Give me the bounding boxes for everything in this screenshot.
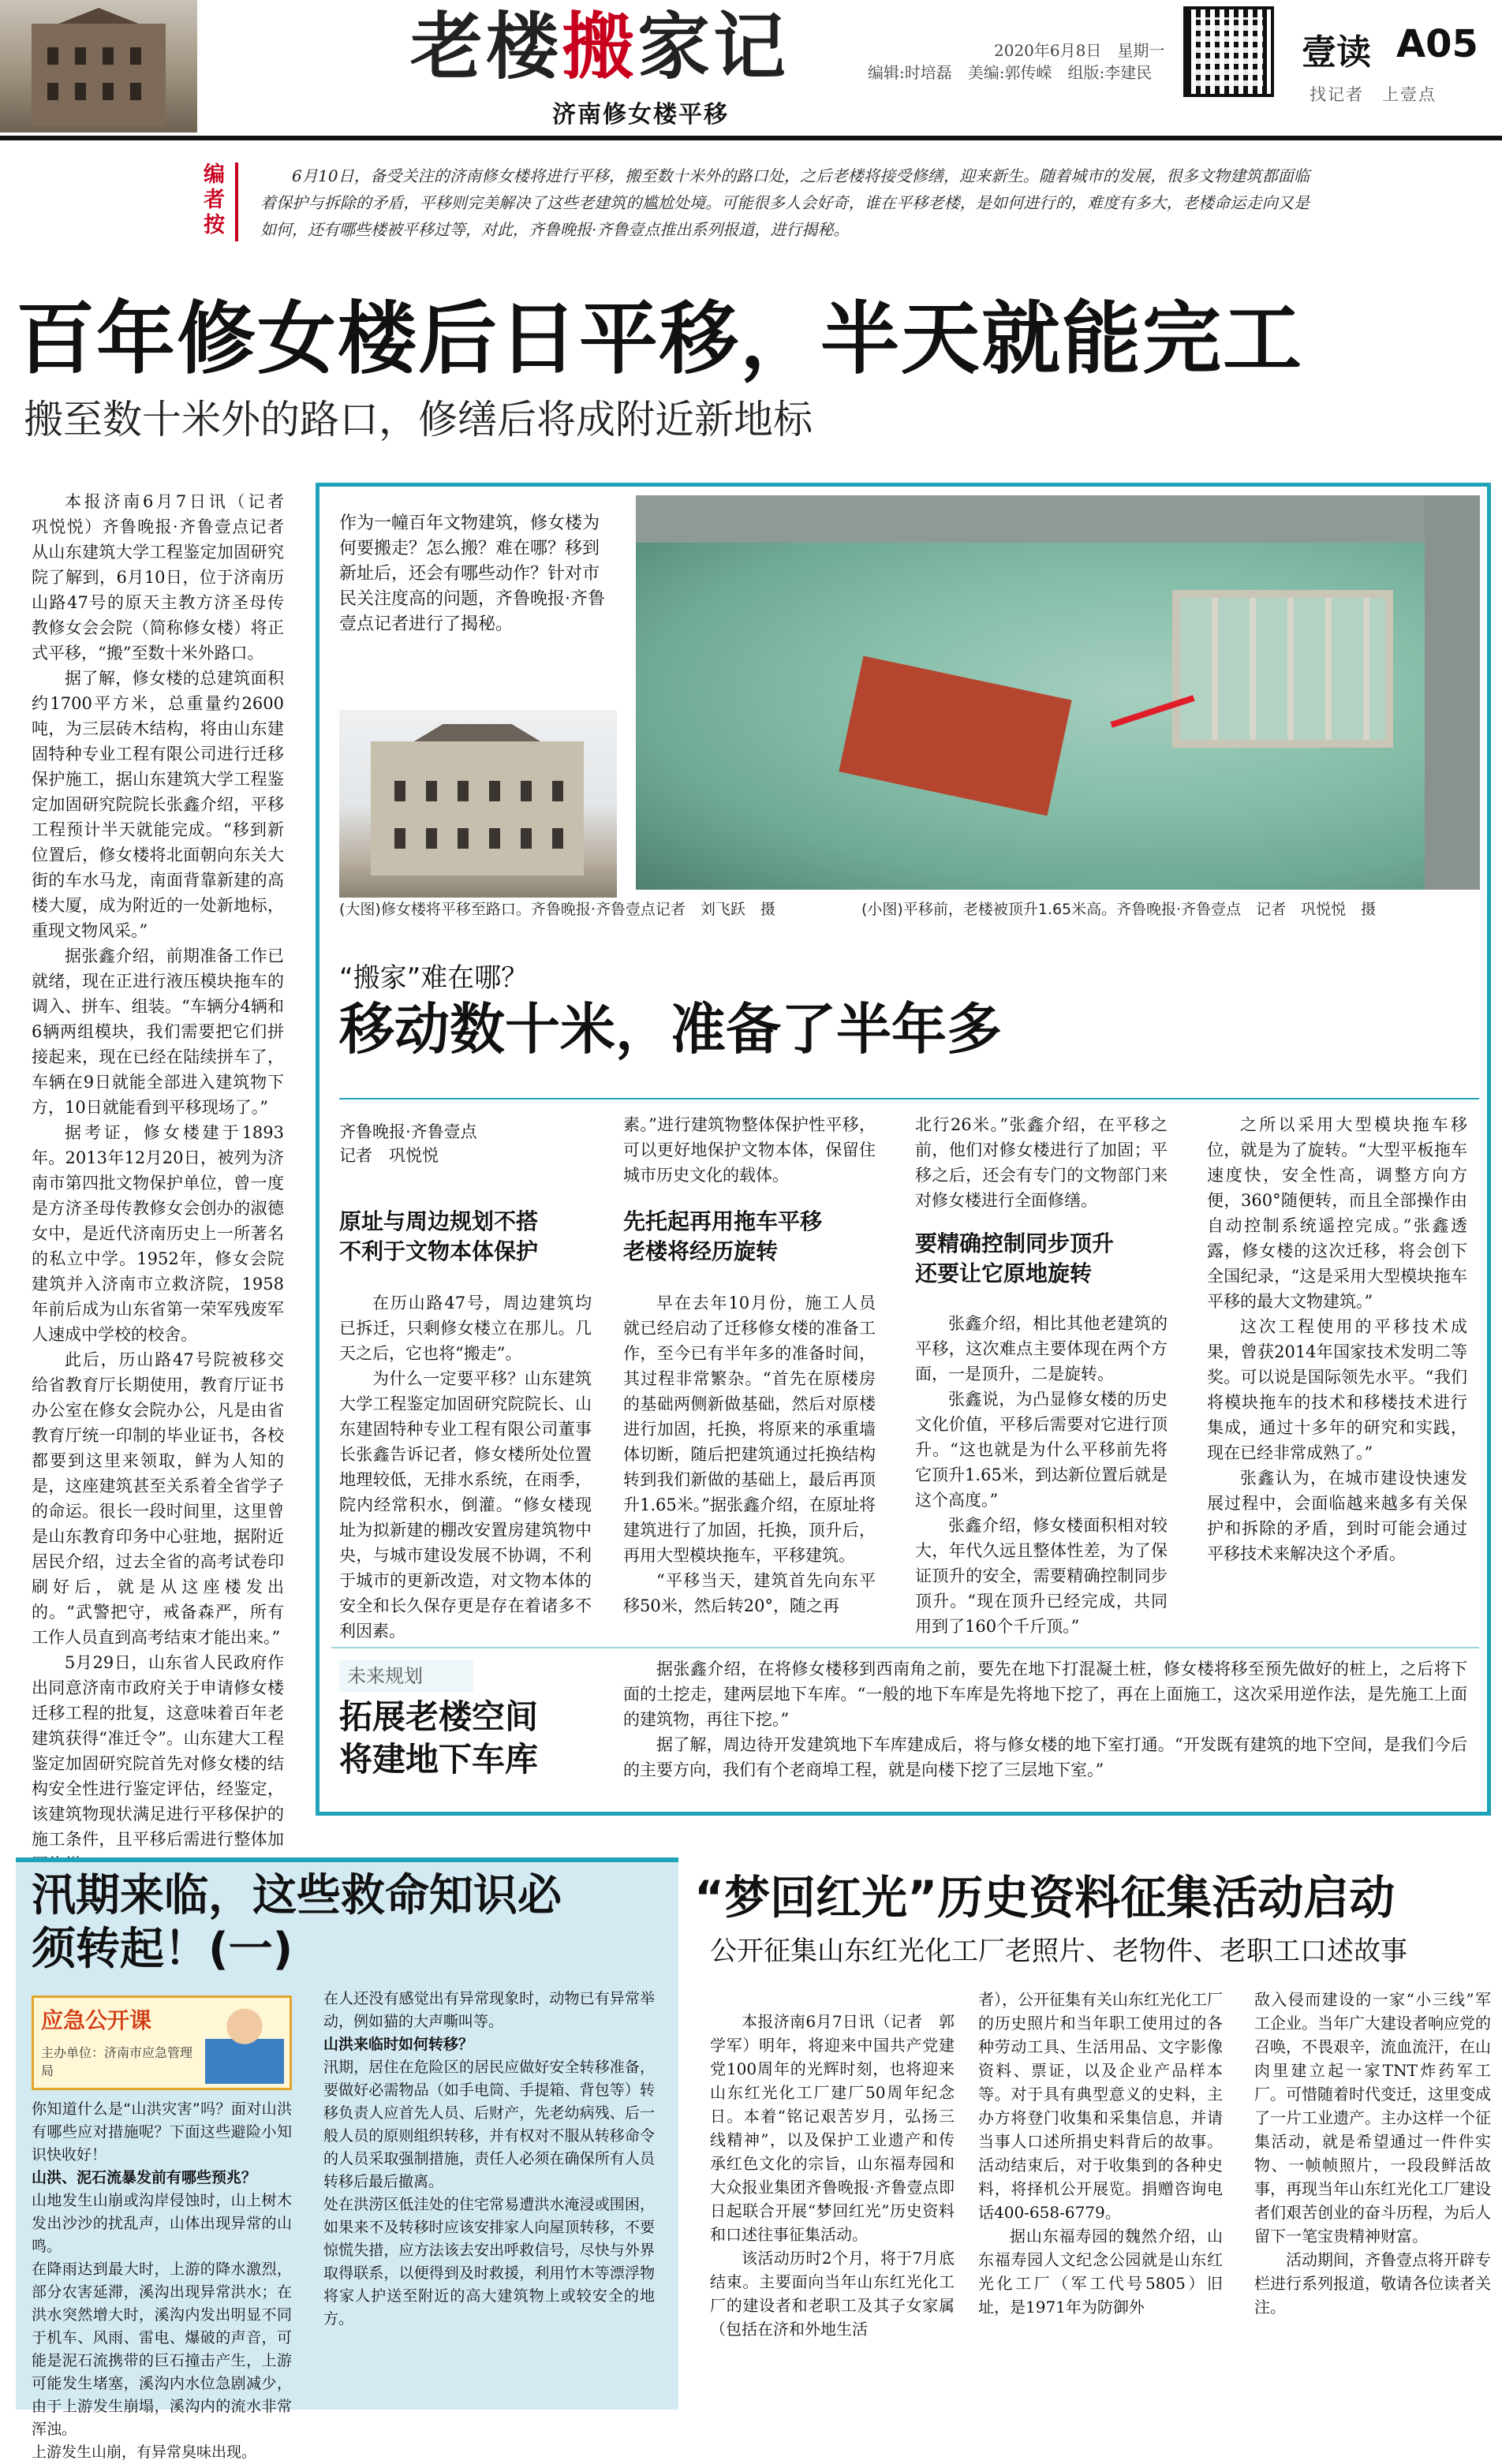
subhead-jacking: 要精确控制同步顶升 还要让它原地旋转	[915, 1230, 1115, 1286]
hongguang-headline: “梦回红光”历史资料征集活动启动	[694, 1871, 1396, 1925]
page-number: A05	[1396, 22, 1478, 66]
editor-note-text: 6月10日，备受关注的济南修女楼将进行平移，搬至数十米外的路口处，之后老楼将接受修缮，迎来新生。随着城市的发展，很多文物建筑都面临着保护与拆除的矛盾，平移则完美解决了这些老建筑的尴尬处境。可能很多人会好奇，谁在平移老楼，是如何进行的，难度有多大，老楼命运走向又是如何，还有哪些楼被平移过等，对此，齐鲁晚报·齐鲁壹点推出系列报道，进行揭秘。	[260, 166, 1310, 239]
hongguang-paragraph: 该活动历时2个月，将于7月底结束。主要面向当年山东红光化工厂的建设者和老职工及其子女家属（包括在济和外地生活	[710, 2249, 955, 2339]
subhead-trailer-move: 先托起再用拖车平移 老楼将经历旋转	[623, 1208, 823, 1264]
main-headline: 百年修女楼后日平移，半天就能完工	[16, 293, 1303, 385]
main-subheadline: 搬至数十米外的路口，修缮后将成附近新地标	[24, 397, 813, 442]
flood-paragraph: 汛期，居住在危险区的居民应做好安全转移准备，要做好必需物品（如手电筒、手提箱、背包等）转移负责人应首先人员、后财产，先老幼病残、后一般人员的原则组织转移，并有权对不服从转移命令的人员采取强制措施，责任人必须在确保所有人员转移后最后撤离。	[323, 2059, 655, 2190]
flood-paragraph: 上游发生山崩，有异常臭味出现。	[32, 2443, 257, 2461]
feature-headline: 移动数十米，准备了半年多	[339, 997, 1002, 1062]
feature-divider	[339, 1098, 1479, 1099]
future-plan-text	[623, 1656, 1467, 1783]
hongguang-column-1	[710, 2010, 955, 2341]
feature-paragraph: 张鑫说，为凸显修女楼的历史文化价值，平移后需要对它进行顶升。“这也就是为什么平移前先将它顶升1.65米，到达新位置后就是这个高度。”	[915, 1390, 1168, 1510]
flood-paragraph: 在降雨达到最大时，上游的降水激烈，部分农害延滞，溪沟出现异常洪水；在洪水突然增大时，溪沟内发出明显不同于机车、风雨、雷电、爆破的声音，可能是泥石流携带的巨石撞击产生，上游可能发生堵塞，溪沟内水位急剧减少，由于上游发生崩塌，溪沟内的流水非常浑浊。	[32, 2261, 292, 2438]
flood-question: 山洪来临时如何转移？	[323, 2036, 474, 2053]
feature-column-c	[915, 1311, 1168, 1639]
feature-paragraph: 素。”进行建筑物整体保护性平移，可以更好地保护文物本体，保留住城市历史文化的载体。	[623, 1115, 876, 1185]
hongguang-column-2	[978, 1988, 1223, 2319]
section-name: 壹读	[1302, 32, 1371, 73]
feature-column-c-top	[915, 1112, 1168, 1213]
hongguang-paragraph: 敌入侵而建设的一家“小三线”军工企业。当年广大建设者响应党的召唤，不畏艰辛，流血流汗，在山肉里建立起一家TNT炸药军工厂。可惜随着时代变迁，这里变成了一片工业遗产。主办这样一个征集活动，就是希望通过一件件实物、一帧帧照片，一段段鲜活故事，再现当年山东红光化工厂建设者们艰苦创业的奋斗历程，为后人留下一笔宝贵精神财富。	[1254, 1990, 1491, 2246]
left-paragraph: 据考证，修女楼建于1893年。2013年12月20日，被列为济南市第四批文物保护单位，曾一度是方济圣母传教修女会创办的淑德女中，是近代济南历史上一所著名的私立中学。1952年，修女会院建筑并入济南市立救济院，1958年前后成为山东省第一荣军残废军人速成中学校的校舍。	[32, 1123, 284, 1344]
future-plan-label: 未来规划	[339, 1660, 473, 1692]
feature-paragraph: 张鑫介绍，修女楼面积相对较大，年代久远且整体性差，为了保证顶升的安全，需要精确控制同步顶升。“现在顶升已经完成，共同用到了160个千斤顶。”	[915, 1516, 1168, 1636]
feature-paragraph: 早在去年10月份，施工人员就已经启动了迁移修女楼的准备工作，至今已有半年多的准备时间，其过程非常繁杂。“首先在原楼房的基础两侧新做基础，然后对原楼进行加固，托换，将原来的承重墙体切断，随后把建筑通过托换结构转到我们新做的基础上，最后再顶升1.65米。”据张鑫介绍，在原址将建筑进行了加固，托换，顶升后，再用大型模块拖车，平移建筑。	[623, 1294, 876, 1565]
masthead-title: 老楼搬家记	[410, 4, 790, 89]
left-paragraph: 此后，历山路47号院被移交给省教育厅长期使用，教育厅证书办公室在修女会院办公，凡是由省教育厅统一印制的毕业证书，各校都要到这里来领取，鲜为人知的是，这座建筑甚至关系着全省学子的命运。很长一段时间里，这里曾是山东教育印务中心驻地，据附近居民介绍，过去全省的高考试卷印刷好后，就是从这座楼发出的。“武警把守，戒备森严，所有工作人员直到高考结束才能出来。”	[32, 1350, 284, 1647]
reporter-slogan: 找记者 上壹点	[1310, 85, 1437, 104]
header-building-photo	[0, 0, 197, 133]
building-photo	[339, 710, 617, 898]
feature-paragraph: 这次工程使用的平移技术成果，曾获2014年国家技术发明二等奖。可以说是国际领先水平。“我们将模块拖车的技术和移楼技术进行集成，通过十多年的研究和实践，现在已经非常成熟了。”	[1207, 1317, 1467, 1462]
aerial-site-photo	[636, 495, 1480, 890]
emergency-class-organizer: 主办单位：济南市应急管理局	[41, 2045, 193, 2078]
feature-column-b	[623, 1290, 876, 1618]
flood-column-1	[32, 2098, 292, 2464]
feature-paragraph: “平移当天，建筑首先向东平移50米，然后转20°，随之再	[623, 1571, 876, 1615]
hongguang-paragraph: 活动期间，齐鲁壹点将开辟专栏进行系列报道，敬请各位读者关注。	[1254, 2250, 1491, 2317]
feature-column-a	[339, 1290, 592, 1644]
future-plan-headline: 拓展老楼空间 将建地下车库	[339, 1697, 539, 1779]
hongguang-paragraph: 者），公开征集有关山东红光化工厂的历史照片和当年职工使用过的各种劳动工具、生活用品、文字影像资料、票证，以及企业产品样本等。对于具有典型意义的史料，主办方将登门收集和采集信息，并请当事人口述所捐史料背后的故事。活动结束后，对于收集到的各种史料，将择机公开展览。捐赠咨询电话400-658-6779。	[978, 1990, 1223, 2222]
flood-question: 山洪、泥石流暴发前有哪些预兆？	[32, 2169, 257, 2186]
feature-paragraph: 张鑫认为，在城市建设快速发展过程中，会面临越来越多有关保护和拆除的矛盾，到时可能会通过平移技术来解决这个矛盾。	[1207, 1469, 1467, 1563]
issue-date: 2020年6月8日 星期一	[994, 41, 1165, 60]
feature-byline: 齐鲁晚报·齐鲁壹点 记者 巩悦悦	[339, 1122, 477, 1165]
flood-paragraph: 山地发生山崩或沟岸侵蚀时，山上树木发出沙沙的扰乱声，山体出现异常的山鸣。	[32, 2192, 292, 2255]
left-paragraph: 5月29日，山东省人民政府作出同意济南市政府关于申请修女楼迁移工程的批复，这意味着百年老建筑获得“准迁令”。山东建大工程鉴定加固研究院首先对修女楼的结构安全性进行鉴定评估，经鉴定，该建筑物现状满足进行平移保护的施工条件，且平移后需进行整体加	[32, 1653, 284, 1849]
feature-paragraph: 张鑫介绍，相比其他老建筑的平移，这次难点主要体现在两个方面，一是顶升，二是旋转。	[915, 1314, 1168, 1383]
feature-paragraph: 为什么一定要平移？山东建筑大学工程鉴定加固研究院院长、山东建固特种专业工程有限公司董事长张鑫告诉记者，修女楼所处位置地理较低，无排水系统，在雨季，院内经常积水，倒灌。“修女楼现址为拟新建的棚改安置房建筑物中央，与城市建设发展不协调，不利于城市的更新改造，对文物本体的安全和长久保存更是存在着诸多不利因素。	[339, 1369, 592, 1641]
header-divider	[0, 136, 1502, 140]
qr-code-icon[interactable]	[1183, 6, 1274, 97]
subhead-original-site: 原址与周边规划不搭 不利于文物本体保护	[339, 1208, 539, 1264]
feature-kicker: “搬家”难在哪？	[339, 962, 529, 994]
feature-intro: 作为一幢百年文物建筑，修女楼为何要搬走？怎么搬？难在哪？移到新址后，还会有哪些动作？针对市民关注度高的问题，齐鲁晚报·齐鲁壹点记者进行了揭秘。	[339, 513, 605, 634]
hongguang-subheadline: 公开征集山东红光化工厂老照片、老物件、老职工口述故事	[710, 1936, 1407, 1967]
photo-caption-small: (小图)平移前，老楼被顶升1.65米高。齐鲁晚报·齐鲁壹点 记者 巩悦悦 摄	[861, 901, 1377, 918]
left-article-column	[32, 489, 301, 1877]
editorial-staff: 编辑:时培磊 美编:郭传嵘 组版:李建民	[868, 63, 1153, 82]
hongguang-paragraph: 据山东福寿园的魏然介绍，山东福寿园人文纪念公园就是山东红光化工厂（军工代号5805）旧址，是1971年为防御外	[978, 2227, 1223, 2317]
feature-paragraph: 之所以采用大型模块拖车移位，就是为了旋转。“大型平板拖车速度快，安全性高，调整方向方便，360°随便转，而且全部操作由自动控制系统遥控完成。”张鑫透露，修女楼的这次迁移，将会创下全国纪录，“这是采用大型模块拖车平移的最大文物建筑。”	[1207, 1115, 1467, 1311]
left-paragraph: 据了解，修女楼的总建筑面积约1700平方米，总重量约2600吨，为三层砖木结构，将由山东建固特种专业工程有限公司进行迁移保护施工，据山东建筑大学工程鉴定加固研究院院长张鑫介绍，平移工程预计半天就能完成。“移到新位置后，修女楼将北面朝向东关大街的车水马龙，南面背靠新建的高楼大厦，成为附近的一处新地标，重现文物风采。”	[32, 669, 284, 940]
hongguang-paragraph: 本报济南6月7日讯（记者 郭学军）明年，将迎来中国共产党建党100周年的光辉时刻，也将迎来山东红光化工厂建厂50周年纪念日。本着“铭记艰苦岁月，弘扬三线精神”，以及保护工业遗产和传承红色文化的宗旨，山东福寿园和大众报业集团齐鲁晚报·齐鲁壹点即日起联合开展“梦回红光”历史资料和口述往事征集活动。	[710, 2012, 955, 2244]
feature-paragraph: 在历山路47号，周边建筑均已拆迁，只剩修女楼立在那儿。几天之后，它也将“搬走”。	[339, 1294, 592, 1363]
feature-paragraph: 北行26米。”张鑫介绍，在平移之前，他们对修女楼进行了加固；平移之后，还会有专门的文物部门来对修女楼进行全面修缮。	[915, 1115, 1168, 1210]
emergency-class-title: 应急公开课	[41, 2007, 152, 2033]
flood-column-2	[323, 1988, 655, 2331]
masthead-subtitle: 济南修女楼平移	[552, 101, 729, 129]
editor-note-tag: 编者按	[204, 162, 225, 237]
future-paragraph: 据张鑫介绍，在将修女楼移到西南角之前，要先在地下打混凝土桩，修女楼将移至预先做好的桩上，之后将下面的土挖走，建两层地下车库。“一般的地下车库是先将地下挖了，再在上面施工，这次采用逆作法，是先施工上面的建筑物，再往下挖。”	[623, 1659, 1467, 1729]
feature-column-d	[1207, 1112, 1467, 1566]
cartoon-figure-icon	[205, 2002, 284, 2084]
left-paragraph: 本报济南6月7日讯（记者 巩悦悦）齐鲁晚报·齐鲁壹点记者从山东建筑大学工程鉴定加固研究院了解到，6月10日，位于济南历山路47号的原天主教方济圣母传教修女会会院（简称修女楼）将正式平移，“搬”至数十米外路口。	[32, 492, 301, 663]
left-paragraph: 据张鑫介绍，前期准备工作已就绪，现在正进行液压模块拖车的调入、拼车、组装。“车辆分4辆和6辆两组模块，我们需要把它们拼接起来，现在已经在陆续拼车了，车辆在9日就能全部进入建筑物下方，10日就能看到平移现场了。”	[32, 946, 284, 1117]
editor-note-bar	[235, 162, 238, 241]
hongguang-column-3	[1254, 1988, 1491, 2319]
photo-caption-large: (大图)修女楼将平移至路口。齐鲁晚报·齐鲁壹点记者 刘飞跃 摄	[339, 901, 775, 918]
flood-paragraph: 在人还没有感觉出有异常现象时，动物已有异常举动，例如猫的大声嘶叫等。	[323, 1990, 655, 2030]
future-paragraph: 据了解，周边待开发建筑地下车库建成后，将与修女楼的地下室打通。“开发既有建筑的地下空间，是我们今后的主要方向，我们有个老商埠工程，就是向楼下挖了三层地下室。”	[623, 1735, 1467, 1779]
flood-paragraph: 你知道什么是“山洪灾害”吗？面对山洪有哪些应对措施呢？下面这些避险小知识快收好！	[32, 2100, 292, 2163]
future-divider	[331, 1647, 1479, 1648]
flood-headline: 汛期来临，这些救命知识必须转起！(一)	[32, 1870, 562, 1975]
flood-paragraph: 处在洪涝区低洼处的住宅常易遭洪水淹浸或围困，如果来不及转移时应该安排家人向屋顶转移，不要惊慌失措，应方法该去安出呼救信号，尽快与外界取得联系，以便得到及时救援，利用竹木等漂浮物将家人护送至附近的高大建筑物上或较安全的地方。	[323, 2196, 655, 2328]
feature-column-b-top	[623, 1112, 876, 1188]
